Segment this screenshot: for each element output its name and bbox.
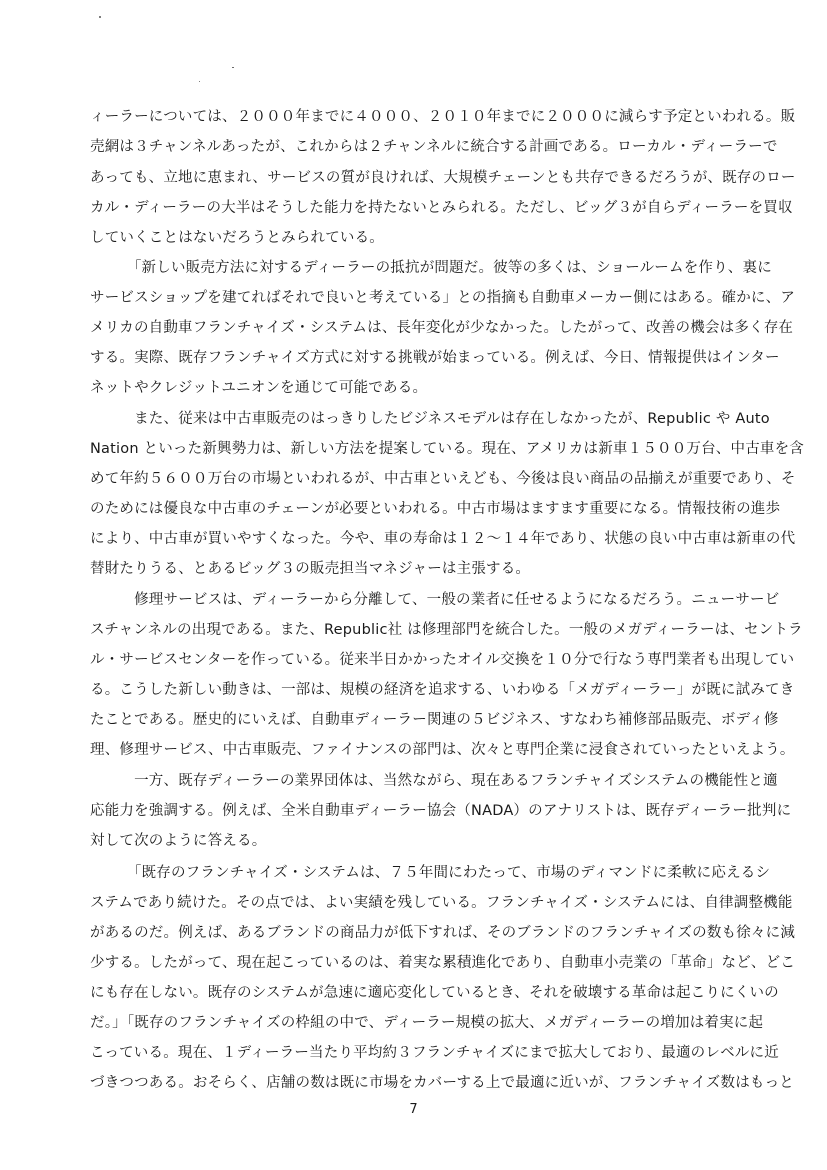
body-text-line: 替財たりうる、とあるビッグ３の販売担当マネジャーは主張する。 [90, 561, 531, 577]
body-text-line: メリカの自動車フランチャイズ・システムは、長年変化が少なかった。したがって、改善の機会は多く存在 [90, 320, 794, 336]
body-text-line: 理、修理サービス、中古車販売、ファイナンスの部門は、次々と専門企業に浸食されていったといえよう。 [90, 742, 795, 758]
body-text-line: こっている。現在、１ディーラー当たり平均約３フランチャイズにまで拡大しており、最適のレベルに近 [90, 1045, 779, 1061]
body-text-line: していくことはないだろうとみられている。 [90, 230, 384, 246]
body-text-line: にも存在しない。既存のシステムが急速に適応変化しているとき、それを破壊する革命は起こりにくいの [90, 985, 779, 1001]
body-text-line: Nation といった新興勢力は、新しい方法を提案している。現在、アメリカは新車１５００万台、中古車を含 [90, 441, 804, 457]
body-text-line: ネットやクレジットユニオンを通じて可能である。 [90, 380, 428, 396]
body-text-line: 一方、既存ディーラーの業界団体は、当然ながら、現在あるフランチャイズシステムの機能性と適 [90, 773, 778, 789]
body-text-line: また、従来は中古車販売のはっきりしたビジネスモデルは存在しなかったが、Republic や Auto [90, 411, 770, 427]
body-text-line: たことである。歴史的にいえば、自動車ディーラー関連の５ビジネス、すなわち補修部品販売、ボディ修 [90, 712, 779, 728]
body-text-line: ィーラーについては、２０００年までに４０００、２０１０年までに２０００に減らす予定といわれる。販 [90, 109, 796, 125]
body-text-line: めて年約５６００万台の市場といわれるが、中古車といえども、今後は良い商品の品揃えが重要であり、そ [90, 471, 796, 487]
body-text-line: する。実際、既存フランチャイズ方式に対する挑戦が始まっている。例えば、今日、情報提供はインター [90, 350, 780, 366]
body-text-line: サービスショップを建てればそれで良いと考えている」との指摘も自動車メーカー側にはある。確かに、ア [90, 290, 796, 306]
body-text-line: る。こうした新しい動きは、一部は、規模の経済を追求する、いわゆる「メガディーラー」が既に試みてき [90, 682, 795, 698]
body-text-line: 「既存のフランチャイズ・システムは、７５年間にわたって、市場のディマンドに柔軟に応えるシ [90, 865, 771, 881]
body-text-line: スチャンネルの出現である。また、Republic社 は修理部門を統合した。一般のメガディーラーは、セントラ [90, 622, 803, 638]
body-text-line: あっても、立地に恵まれ、サービスの質が良ければ、大規模チェーンとも共存できるだろうが、既存のロー [90, 170, 796, 186]
body-text-line: のためには優良な中古車のチェーンが必要といわれる。中古市場はますます重要になる。情報技術の進歩 [90, 501, 781, 517]
body-text-line: 応能力を強調する。例えば、全米自動車ディーラー協会（NADA）のアナリストは、既存ディーラー批判に [90, 803, 792, 819]
body-text-line: により、中古車が買いやすくなった。今や、車の寿命は１２～１４年であり、状態の良い中古車は新車の代 [90, 531, 796, 547]
page-number: 7 [409, 1102, 418, 1117]
scan-speck [199, 81, 200, 82]
body-text-line: 対して次のように答える。 [90, 833, 267, 849]
body-text-line: があるのだ。例えば、あるブランドの商品力が低下すれば、そのブランドのフランチャイズの数も徐々に減 [90, 925, 796, 941]
body-text-line: ル・サービスセンターを作っている。従来半日かかったオイル交換を１０分で行なう専門業者も出現してい [90, 652, 795, 668]
body-text-line: 「新しい販売方法に対するディーラーの抵抗が問題だ。彼等の多くは、ショールームを作り、裏に [90, 260, 772, 276]
body-text-line: づきつつある。おそらく、店舗の数は既に市場をカバーする上で最適に近いが、フランチャイズ数はもっと [90, 1075, 795, 1091]
body-text-line: 修理サービスは、ディーラーから分離して、一般の業者に任せるようになるだろう。ニューサービ [90, 592, 780, 608]
body-text-line: だ。」「既存のフランチャイズの枠組の中で、ディーラー規模の拡大、メガディーラーの増加は着実に起 [90, 1015, 764, 1031]
body-text-line: 売網は３チャンネルあったが、これからは２チャンネルに統合する計画である。ローカル・ディーラーで [90, 139, 778, 155]
scan-speck [99, 16, 101, 18]
scan-speck [232, 67, 234, 68]
body-text-line: ステムであり続けた。その点では、よい実績を残している。フランチャイズ・システムには、自律調整機能 [90, 895, 793, 911]
body-text-line: 少する。したがって、現在起こっているのは、着実な累積進化であり、自動車小売業の「革命」など、どこ [90, 955, 796, 971]
body-text-line: カル・ディーラーの大半はそうした能力を持たないとみられる。ただし、ビッグ３が自らディーラーを買収 [90, 200, 793, 216]
